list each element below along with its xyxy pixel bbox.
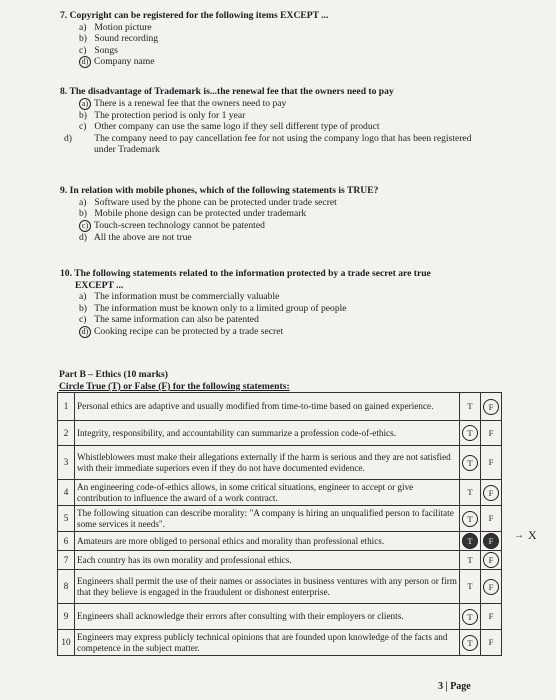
option-c[interactable]: c) Songs	[79, 44, 118, 56]
false-option[interactable]	[481, 393, 502, 421]
row-number: 3	[58, 446, 75, 480]
row-number: 8	[58, 570, 75, 604]
statement-text: Whistleblowers must make their allegations externally if the harm is serious and they are not satisfied with their immediate superiors even if they do not have documented evidence.	[75, 446, 460, 480]
scribbled-answer: T	[462, 533, 478, 549]
false-option[interactable]: F	[481, 446, 502, 480]
table-row	[58, 421, 502, 446]
true-option[interactable]: T	[460, 393, 481, 421]
true-option[interactable]	[460, 446, 481, 480]
question-number: 10.	[60, 268, 72, 279]
part-b-instruction: Circle True (T) or False (F) for the following statements:	[59, 381, 290, 392]
true-option[interactable]	[460, 506, 481, 532]
scribbled-answer: F	[483, 533, 499, 549]
false-option[interactable]	[481, 480, 502, 506]
option-b[interactable]: b) Mobile phone design can be protected under trademark	[79, 208, 307, 220]
circled-answer: T	[462, 425, 478, 441]
question-text: Copyright can be registered for the following items EXCEPT ...	[69, 10, 329, 21]
option-c[interactable]: c) Other company can use the same logo if they sell different type of product	[79, 121, 380, 133]
question-text: The following statements related to the information protected by a trade secret are true	[74, 268, 431, 279]
row-number: 1	[58, 393, 75, 421]
table-row	[58, 506, 502, 532]
question-text: In relation with mobile phones, which of the following statements is TRUE?	[69, 185, 379, 196]
part-b-title: Part B – Ethics (10 marks)	[59, 369, 168, 380]
statement-text: The following situation can describe morality: "A company is hiring an unqualified person to facilitate some services it needs".	[75, 506, 460, 532]
option-b[interactable]: b) The information must be known only to a limited group of people	[79, 302, 347, 314]
option-b[interactable]: b) Sound recording	[79, 33, 159, 45]
true-option[interactable]: T	[460, 570, 481, 604]
table-row	[58, 604, 502, 630]
question-number: 9.	[60, 185, 68, 196]
arrow-mark-icon: →	[514, 530, 524, 541]
statement-text: Each country has its own morality and professional ethics.	[75, 551, 460, 570]
option-d-selected[interactable]: d) Company name	[79, 56, 500, 68]
false-option[interactable]: F	[481, 421, 502, 446]
question-text: The disadvantage of Trademark is...the renewal fee that the owners need to pay	[69, 86, 394, 97]
statement-text: An engineering code-of-ethics allows, in some critical situations, engineer to accept or give contribution to influence the award of a work contract.	[75, 480, 460, 506]
statement-text: Engineers shall permit the use of their names or associates in business ventures with any person or firm that they believe is engaged in the fraudulent or dishonest enterprise.	[75, 570, 460, 604]
true-option[interactable]	[460, 421, 481, 446]
true-option[interactable]	[460, 630, 481, 656]
circled-answer: F	[483, 485, 499, 501]
page-number: 3 | Page	[438, 681, 471, 692]
option-a-selected[interactable]: a) There is a renewal fee that the owners need to pay	[79, 98, 505, 110]
table-row	[58, 532, 502, 551]
true-false-table	[57, 392, 502, 656]
question-number: 8.	[60, 86, 68, 97]
circled-answer: F	[483, 579, 499, 595]
statement-text: Personal ethics are adaptive and usually modified from time-to-time based on gained experience.	[75, 393, 460, 421]
option-d-selected[interactable]: d) Cooking recipe can be protected by a trade secret	[79, 326, 505, 338]
row-number: 4	[58, 480, 75, 506]
true-option[interactable]	[460, 532, 481, 551]
circled-answer: F	[483, 552, 499, 568]
option-b[interactable]: b) The protection period is only for 1 year	[79, 109, 246, 121]
circled-answer: F	[483, 399, 499, 415]
question-8	[60, 86, 505, 156]
table-row	[58, 551, 502, 570]
statement-text: Amateurs are more obliged to personal ethics and morality than professional ethics.	[75, 532, 460, 551]
row-number: 2	[58, 421, 75, 446]
option-a[interactable]: a) The information must be commercially valuable	[79, 291, 280, 303]
table-row	[58, 630, 502, 656]
false-option[interactable]: F	[481, 630, 502, 656]
row-number: 10	[58, 630, 75, 656]
row-number: 7	[58, 551, 75, 570]
question-9	[60, 185, 500, 243]
statement-text: Engineers may express publicly technical opinions that are founded upon knowledge of the facts and competence in the subject matter.	[75, 630, 460, 656]
statement-text: Integrity, responsibility, and accountability can summarize a profession code-of-ethics.	[75, 421, 460, 446]
table-row	[58, 480, 502, 506]
table-row	[58, 446, 502, 480]
false-option[interactable]	[481, 532, 502, 551]
true-option[interactable]: T	[460, 551, 481, 570]
true-option[interactable]: T	[460, 480, 481, 506]
option-c-selected[interactable]: c) Touch-screen technology cannot be patented	[79, 220, 500, 232]
question-7	[60, 10, 500, 68]
question-text-cont: EXCEPT ...	[75, 279, 124, 291]
false-option[interactable]: F	[481, 604, 502, 630]
option-d[interactable]: d) The company need to pay cancellation fee for not using the company logo that has been registered under Trademark	[64, 132, 472, 156]
row-number: 5	[58, 506, 75, 532]
circled-answer: T	[462, 511, 478, 527]
table-row	[58, 393, 502, 421]
margin-x-mark: X	[528, 528, 537, 542]
row-number: 6	[58, 532, 75, 551]
true-option[interactable]	[460, 604, 481, 630]
table-row	[58, 570, 502, 604]
false-option[interactable]	[481, 551, 502, 570]
option-a[interactable]: a) Software used by the phone can be protected under trade secret	[79, 196, 337, 208]
false-option[interactable]	[481, 570, 502, 604]
option-d[interactable]: d) All the above are not true	[79, 231, 192, 243]
option-a[interactable]: a) Motion picture	[79, 21, 152, 33]
circled-answer: T	[462, 609, 478, 625]
row-number: 9	[58, 604, 75, 630]
statement-text: Engineers shall acknowledge their errors after consulting with their employers or clients.	[75, 604, 460, 630]
question-10	[60, 268, 505, 338]
circled-answer: T	[462, 635, 478, 651]
circled-answer: T	[462, 455, 478, 471]
false-option[interactable]: F	[481, 506, 502, 532]
option-c[interactable]: c) The same information can also be patented	[79, 314, 259, 326]
question-number: 7.	[60, 10, 68, 21]
